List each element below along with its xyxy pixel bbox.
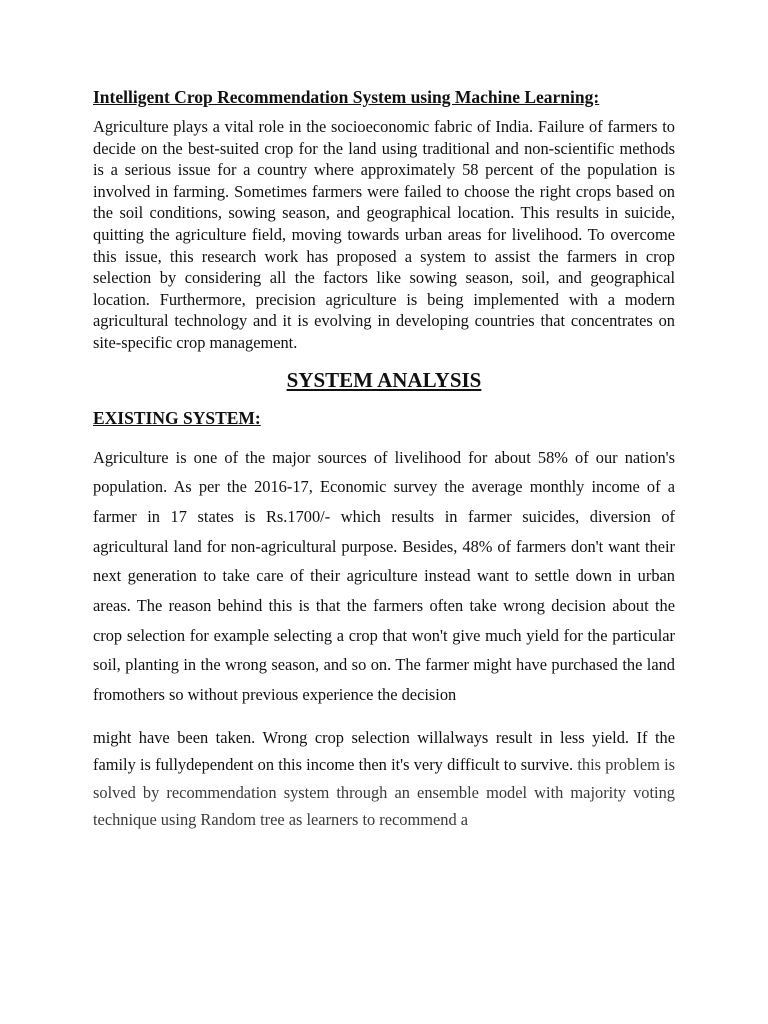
continuation-paragraph (93, 724, 675, 834)
existing-system-paragraph: Agriculture is one of the major sources of livelihood for about 58% of our nation's population. As per the 2016-17, Economic survey the average monthly income of a farmer in 17 states is Rs.1700/- which results in farmer suicides, diversion of agricultural land for non-agricultural purpose. Besides, 48% of farmers don't want their next generation to take care of their agriculture instead want to settle down in urban areas. The reason behind this is that the farmers often take wrong decision about the crop selection for example selecting a crop that won't give much yield for the particular soil, planting in the wrong season, and so on. The farmer might have purchased the land fromothers so without previous experience the decision (93, 447, 675, 705)
continuation-text: might have been taken. Wrong crop selection willalways result in less yield. If the family is fullydependent on this income then it's very difficult to survive. (93, 727, 675, 775)
intro-paragraph: Agriculture plays a vital role in the socioeconomic fabric of India. Failure of farmers to decide on the best-suited crop for the land using traditional and non-scientific methods is a serious issue for a country where approximately 58 percent of the population is involved in farming. Sometimes farmers were failed to choose the right crops based on the soil conditions, sowing season, and geographical location. This results in suicide, quitting the agriculture field, moving towards urban areas for livelihood. To overcome this issue, this research work has proposed a system to assist the farmers in crop selection by considering all the factors like sowing season, soil, and geographical location. Furthermore, precision agriculture is being implemented with a modern agricultural technology and it is evolving in developing countries that concentrates on site-specific crop management. (93, 117, 675, 352)
continuation-text-muted: this problem is solved by recommendation system through an ensemble model with majority voting technique using Random tree as learners to recommend a (93, 755, 675, 830)
document-page (93, 86, 675, 834)
section-heading: SYSTEM ANALYSIS (286, 367, 482, 392)
document-title: Intelligent Crop Recommendation System using Machine Learning: (93, 87, 600, 107)
sub-heading: EXISTING SYSTEM: (93, 407, 261, 428)
